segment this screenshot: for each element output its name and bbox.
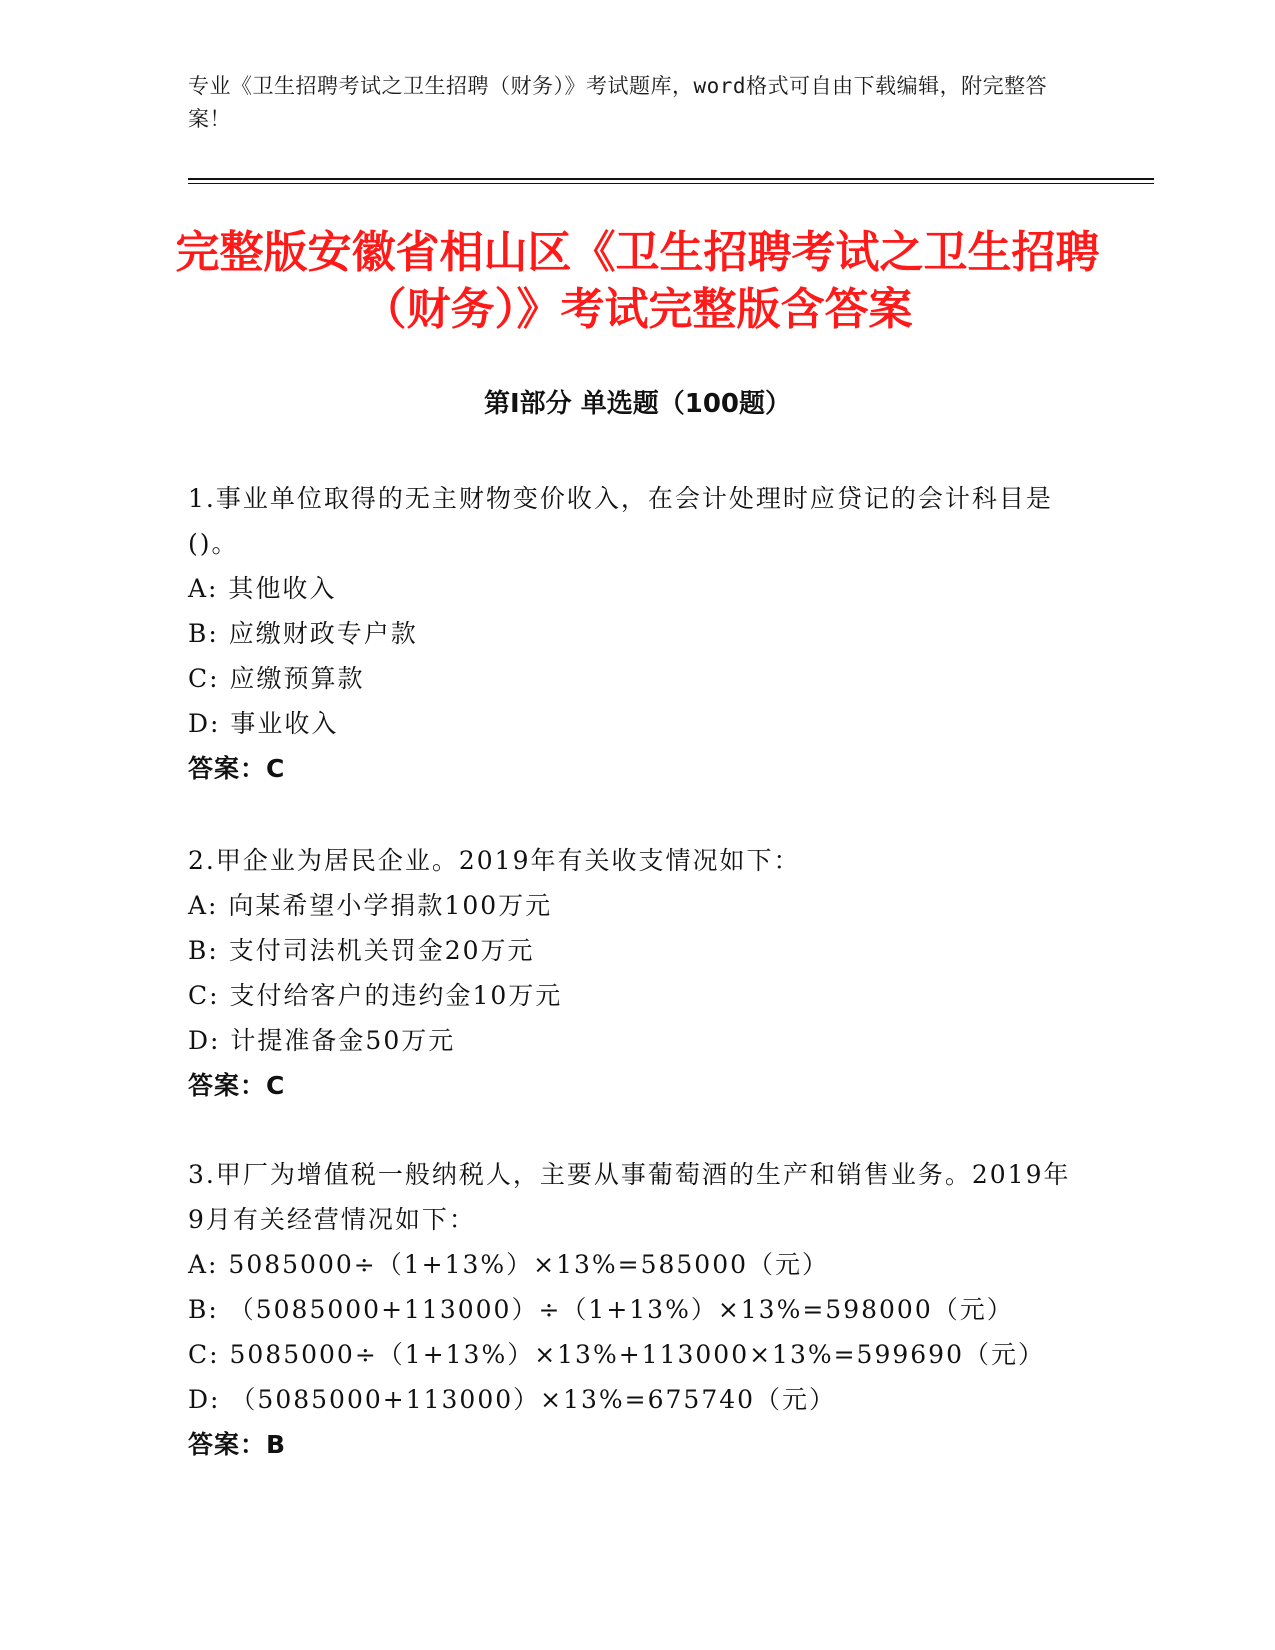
section-heading: 第Ⅰ部分 单选题（100题） (484, 389, 791, 419)
question-2 (188, 838, 1088, 1108)
question-1 (188, 476, 1088, 791)
option-a: A: 向某希望小学捐款100万元 (188, 891, 553, 920)
header-note: 专业《卫生招聘考试之卫生招聘（财务）》考试题库，word格式可自由下载编辑，附完整答案！ (188, 74, 1048, 131)
option-b: B: （5085000+113000）÷（1+13%）×13%=598000（元） (188, 1295, 1014, 1324)
option-d: D: 事业收入 (188, 709, 339, 738)
option-d: D: （5085000+113000）×13%=675740（元） (188, 1385, 837, 1414)
header-divider-thin (188, 183, 1154, 184)
option-a: A: 其他收入 (188, 574, 337, 603)
option-d: D: 计提准备金50万元 (188, 1026, 456, 1055)
question-3 (188, 1152, 1088, 1467)
option-c: C: 5085000÷（1+13%）×13%+113000×13%=599690（元） (188, 1340, 1045, 1369)
option-b: B: 支付司法机关罚金20万元 (188, 936, 535, 965)
document-title: 完整版安徽省相山区《卫生招聘考试之卫生招聘（财务）》考试完整版含答案 (175, 227, 1100, 335)
answer-line: 答案：C (188, 754, 286, 783)
option-c: C: 应缴预算款 (188, 664, 365, 693)
answer-line: 答案：C (188, 1071, 286, 1100)
option-b: B: 应缴财政专户款 (188, 619, 418, 648)
question-stem: 2.甲企业为居民企业。2019年有关收支情况如下： (188, 846, 801, 875)
question-stem: 3.甲厂为增值税一般纳税人，主要从事葡萄酒的生产和销售业务。2019年9月有关经营情况如下： (188, 1160, 1071, 1234)
answer-line: 答案：B (188, 1430, 287, 1459)
option-c: C: 支付给客户的违约金10万元 (188, 981, 563, 1010)
question-stem: 1.事业单位取得的无主财物变价收入，在会计处理时应贷记的会计科目是()。 (188, 484, 1053, 558)
option-a: A: 5085000÷（1+13%）×13%=585000（元） (188, 1250, 830, 1279)
header-divider-thick (188, 178, 1154, 180)
